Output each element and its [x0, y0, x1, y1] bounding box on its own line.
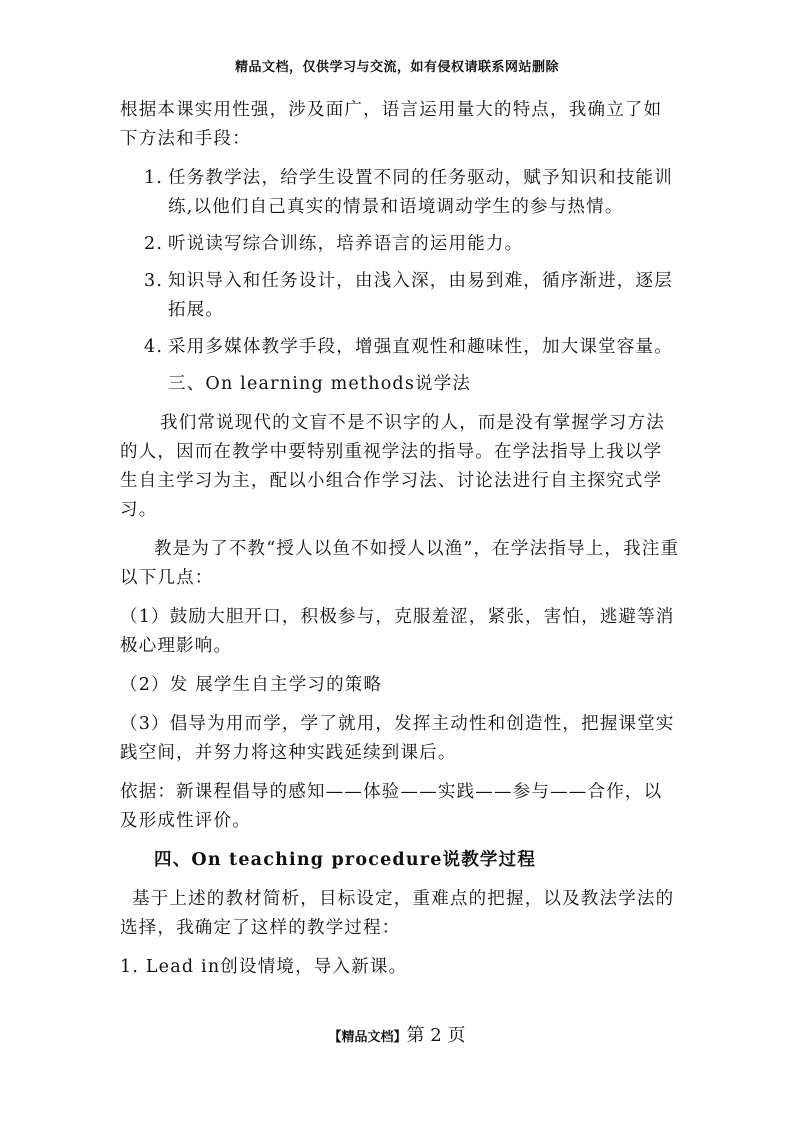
footer-tag: 【精品文档】: [328, 1030, 407, 1045]
list-number: 1.: [144, 168, 164, 188]
list-item: [120, 267, 680, 325]
document-body: [120, 96, 680, 992]
page-footer: [0, 1021, 794, 1047]
section4-heading: 四、On teaching procedure说教学过程: [154, 850, 537, 870]
list-item: [120, 333, 680, 362]
point-item: （2）发 展学生自主学习的策略: [120, 675, 383, 695]
list-number: 2.: [144, 234, 164, 254]
basis-paragraph: 依据：新课程倡导的感知——体验——实践——参与——合作，以及形成性评价。: [120, 782, 663, 831]
list-number: 4.: [144, 337, 164, 357]
section4-paragraph-1: 基于上述的教材简析，目标设定，重难点的把握，以及教法学法的选择，我确定了这样的教学过程：: [120, 889, 675, 938]
list-item: [120, 164, 680, 222]
list-text: 知识导入和任务设计，由浅入深，由易到难，循序渐进，逐层拓展。: [168, 271, 673, 320]
methods-list: [120, 164, 680, 362]
section3-heading: 三、On learning methods说学法: [168, 374, 472, 394]
step-item: 1. Lead in创设情境，导入新课。: [120, 957, 408, 977]
point-item: （3）倡导为用而学，学了就用，发挥主动性和创造性，把握课堂实践空间，并努力将这种实践延续到课后。: [120, 714, 675, 763]
list-text: 任务教学法，给学生设置不同的任务驱动，赋予知识和技能训练,以他们自己真实的情景和语境调动学生的参与热情。: [168, 168, 673, 217]
page-number: 第 2 页: [406, 1025, 466, 1046]
section3-paragraph-2: 教是为了不教“授人以鱼不如授人以渔”，在学法指导上，我注重以下几点：: [120, 539, 680, 588]
section3-paragraph-1: 我们常说现代的文盲不是不识字的人，而是没有掌握学习方法的人，因而在教学中要特别重视学法的指导。在学法指导上我以学生自主学习为主，配以小组合作学习法、讨论法进行自主探究式学习。: [120, 413, 665, 520]
list-text: 听说读写综合训练，培养语言的运用能力。: [168, 234, 524, 254]
list-text: 采用多媒体教学手段，增强直观性和趣味性，加大课堂容量。: [168, 337, 673, 357]
page-header: 精品文档，仅供学习与交流，如有侵权请联系网站删除: [234, 60, 559, 75]
list-item: [120, 230, 680, 259]
point-item: （1）鼓励大胆开口，积极参与，克服羞涩，紧张，害怕，逃避等消极心理影响。: [120, 607, 675, 656]
intro-paragraph: 根据本课实用性强，涉及面广，语言运用量大的特点，我确立了如下方法和手段：: [120, 100, 663, 149]
list-number: 3.: [144, 271, 164, 291]
